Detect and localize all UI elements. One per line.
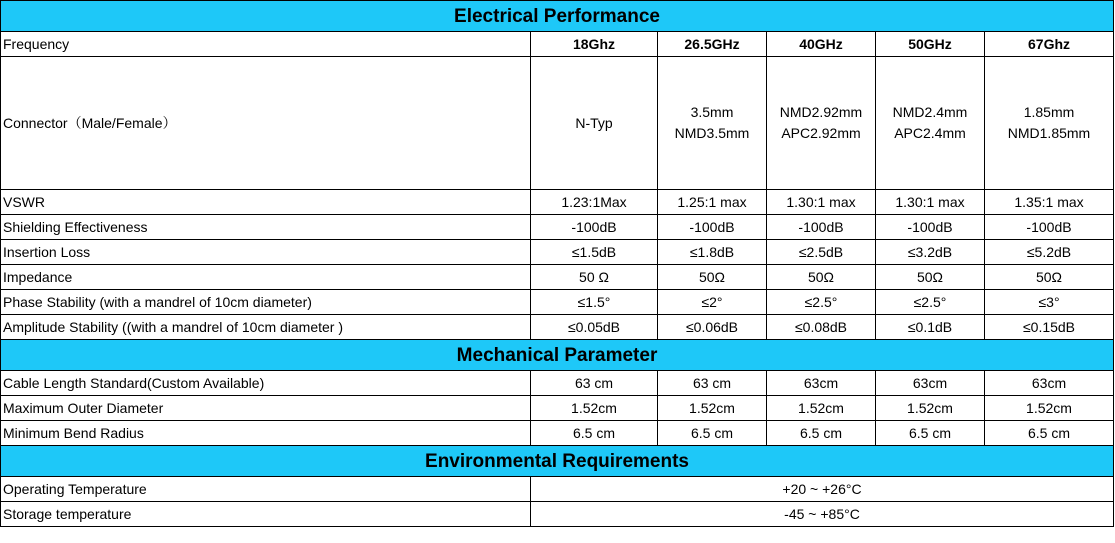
- outer-diameter-cell: 1.52cm: [767, 396, 876, 421]
- connector-cell: [985, 57, 1114, 190]
- section-row: [1, 340, 1114, 371]
- table-row: [1, 477, 1114, 502]
- impedance-cell: 50Ω: [767, 265, 876, 290]
- insertion-loss-cell: ≤1.8dB: [658, 240, 767, 265]
- frequency-header-cell: 18Ghz: [531, 32, 658, 57]
- vswr-cell: 1.23:1Max: [531, 190, 658, 215]
- table-row: [1, 32, 1114, 57]
- section-header-mechanical: Mechanical Parameter: [1, 340, 1114, 371]
- shielding-cell: -100dB: [531, 215, 658, 240]
- connector-type-text: NMD2.92mm: [779, 104, 863, 120]
- bend-radius-cell: 6.5 cm: [767, 421, 876, 446]
- row-label-vswr: VSWR: [1, 190, 531, 215]
- section-row: [1, 446, 1114, 477]
- row-label-outer-diameter: Maximum Outer Diameter: [1, 396, 531, 421]
- cable-length-cell: 63cm: [767, 371, 876, 396]
- cable-length-cell: 63 cm: [658, 371, 767, 396]
- frequency-header-cell: 67Ghz: [985, 32, 1114, 57]
- insertion-loss-cell: ≤5.2dB: [985, 240, 1114, 265]
- phase-stability-cell: ≤2.5°: [767, 290, 876, 315]
- table-row: [1, 190, 1114, 215]
- table-row: [1, 396, 1114, 421]
- row-label-amplitude-stability: Amplitude Stability ((with a mandrel of 10cm diameter ): [1, 315, 531, 340]
- impedance-cell: 50Ω: [985, 265, 1114, 290]
- row-label-bend-radius: Minimum Bend Radius: [1, 421, 531, 446]
- table-row: [1, 215, 1114, 240]
- row-label-phase-stability: Phase Stability (with a mandrel of 10cm diameter): [1, 290, 531, 315]
- outer-diameter-cell: 1.52cm: [876, 396, 985, 421]
- amplitude-stability-cell: ≤0.06dB: [658, 315, 767, 340]
- insertion-loss-cell: ≤3.2dB: [876, 240, 985, 265]
- insertion-loss-cell: ≤2.5dB: [767, 240, 876, 265]
- row-label-operating-temperature: Operating Temperature: [1, 477, 531, 502]
- outer-diameter-cell: 1.52cm: [531, 396, 658, 421]
- frequency-header-cell: 40GHz: [767, 32, 876, 57]
- table-row: [1, 57, 1114, 190]
- vswr-cell: 1.30:1 max: [876, 190, 985, 215]
- phase-stability-cell: ≤1.5°: [531, 290, 658, 315]
- cable-length-cell: 63cm: [876, 371, 985, 396]
- connector-type-text: NMD3.5mm: [674, 125, 750, 141]
- connector-type-text: 1.85mm: [1023, 104, 1075, 120]
- connector-cell: [531, 57, 658, 190]
- row-label-storage-temperature: Storage temperature: [1, 502, 531, 527]
- connector-cell: [876, 57, 985, 190]
- phase-stability-cell: ≤2°: [658, 290, 767, 315]
- outer-diameter-cell: 1.52cm: [658, 396, 767, 421]
- outer-diameter-cell: 1.52cm: [985, 396, 1114, 421]
- connector-type-text: NMD2.4mm: [892, 104, 968, 120]
- section-header-electrical: Electrical Performance: [1, 1, 1114, 32]
- connector-type-text: APC2.92mm: [781, 125, 861, 141]
- cable-length-cell: 63cm: [985, 371, 1114, 396]
- shielding-cell: -100dB: [985, 215, 1114, 240]
- impedance-cell: 50Ω: [876, 265, 985, 290]
- vswr-cell: 1.35:1 max: [985, 190, 1114, 215]
- cable-length-cell: 63 cm: [531, 371, 658, 396]
- table-row: [1, 315, 1114, 340]
- shielding-cell: -100dB: [876, 215, 985, 240]
- bend-radius-cell: 6.5 cm: [531, 421, 658, 446]
- connector-type-text: APC2.4mm: [894, 125, 966, 141]
- row-label-impedance: Impedance: [1, 265, 531, 290]
- operating-temperature-value: +20 ~ +26°C: [531, 477, 1114, 502]
- table-row: [1, 371, 1114, 396]
- amplitude-stability-cell: ≤0.1dB: [876, 315, 985, 340]
- connector-cell: [658, 57, 767, 190]
- amplitude-stability-cell: ≤0.15dB: [985, 315, 1114, 340]
- bend-radius-cell: 6.5 cm: [658, 421, 767, 446]
- amplitude-stability-cell: ≤0.05dB: [531, 315, 658, 340]
- vswr-cell: 1.30:1 max: [767, 190, 876, 215]
- section-header-environmental: Environmental Requirements: [1, 446, 1114, 477]
- table-row: [1, 240, 1114, 265]
- vswr-cell: 1.25:1 max: [658, 190, 767, 215]
- connector-cell: [767, 57, 876, 190]
- connector-type-text: N-Typ: [575, 114, 613, 131]
- impedance-cell: 50Ω: [658, 265, 767, 290]
- impedance-cell: 50 Ω: [531, 265, 658, 290]
- shielding-cell: -100dB: [658, 215, 767, 240]
- table-row: [1, 265, 1114, 290]
- storage-temperature-value: -45 ~ +85°C: [531, 502, 1114, 527]
- row-label-insertion-loss: Insertion Loss: [1, 240, 531, 265]
- amplitude-stability-cell: ≤0.08dB: [767, 315, 876, 340]
- phase-stability-cell: ≤3°: [985, 290, 1114, 315]
- insertion-loss-cell: ≤1.5dB: [531, 240, 658, 265]
- section-row: [1, 1, 1114, 32]
- connector-type-text: NMD1.85mm: [1007, 125, 1091, 141]
- row-label-frequency: Frequency: [1, 32, 531, 57]
- frequency-header-cell: 26.5GHz: [658, 32, 767, 57]
- bend-radius-cell: 6.5 cm: [876, 421, 985, 446]
- table-row: [1, 290, 1114, 315]
- bend-radius-cell: 6.5 cm: [985, 421, 1114, 446]
- connector-type-text: 3.5mm: [690, 104, 734, 120]
- row-label-shielding: Shielding Effectiveness: [1, 215, 531, 240]
- row-label-cable-length: Cable Length Standard(Custom Available): [1, 371, 531, 396]
- table-row: [1, 421, 1114, 446]
- table-row: [1, 502, 1114, 527]
- frequency-header-cell: 50GHz: [876, 32, 985, 57]
- shielding-cell: -100dB: [767, 215, 876, 240]
- row-label-connector: Connector（Male/Female）: [1, 57, 531, 190]
- phase-stability-cell: ≤2.5°: [876, 290, 985, 315]
